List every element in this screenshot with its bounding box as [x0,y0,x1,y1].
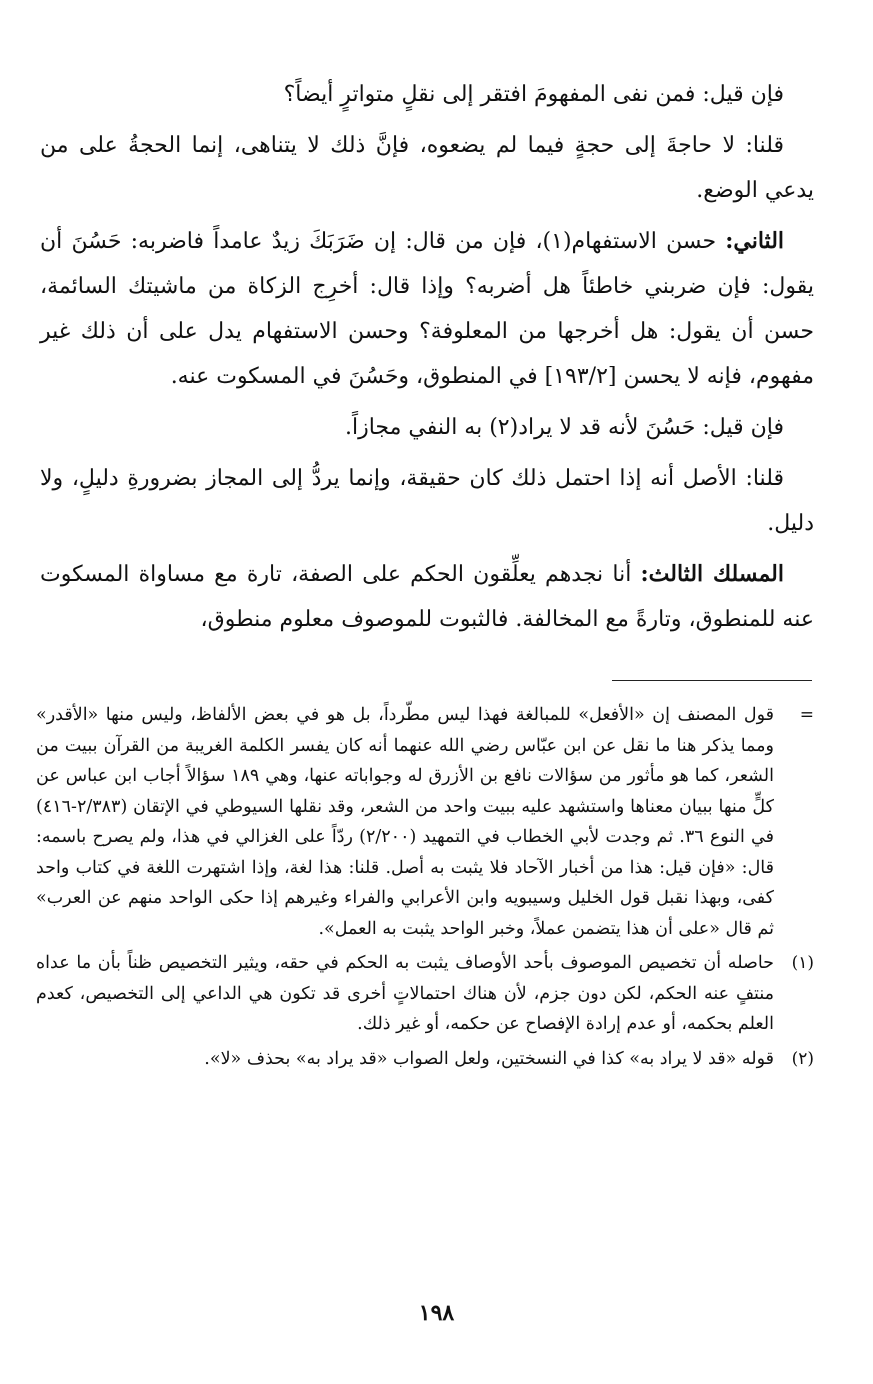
paragraph-third-path [40,552,814,642]
second-argument-text: حسن الاستفهام(١)، فإن من قال: إن ضَرَبَكَ زيدٌ عامداً فاضربه: حَسُنَ أن يقول: فإن ضربني خاطئاً هل أضربه؟ وإذا قال: أخرِج الزكاة من ماشيتك السائمة، حسن أن يقول: هل أخرجها من المعلوفة؟ وحسن الاستفهام يدل على أن ذلك غير مفهوم، فإنه لا يحسن [١٩٣/٢] في المنطوق، وحَسُنَ في المسكوت عنه. [40,229,814,389]
footnote-text: قوله «قد لا يراد به» كذا في النسختين، ولعل الصواب «قد يراد به» بحذف «لا». [204,1048,774,1069]
main-text [40,72,814,646]
footnote-1 [36,948,814,1040]
third-path-text: أنا نجدهم يعلِّقون الحكم على الصفة، تارة مع مساواة المسكوت عنه للمنطوق، وتارةً مع المخالفة. فالثبوت للموصوف معلوم منطوق، [40,562,814,632]
footnote-continuation [36,700,814,944]
section-lead-second: الثاني: [725,228,785,254]
paragraph-reply-1: قلنا: لا حاجةَ إلى حجةٍ فيما لم يضعوه، فإنَّ ذلك لا يتناهى، إنما الحجةُ على من يدعي الوضع. [40,133,814,203]
footnote-marker: (١) [791,953,814,973]
footnote-separator [612,680,812,681]
paragraph-objection-2: فإن قيل: حَسُنَ لأنه قد لا يراد(٢) به النفي مجازاً. [344,415,784,440]
footnotes [36,700,814,1078]
footnote-2 [36,1044,814,1075]
footnote-marker: (٢) [791,1048,814,1069]
paragraph-reply-2: قلنا: الأصل أنه إذا احتمل ذلك كان حقيقة، وإنما يردُّ إلى المجاز بضرورةِ دليلٍ، ولا دليل. [40,466,814,536]
paragraph-second-argument [40,219,814,399]
footnote-text: حاصله أن تخصيص الموصوف بأحد الأوصاف يثبت به الحكم في حقه، ويثير التخصيص ظناً بأن ما عداه منتفٍ عنه الحكم، لكن دون جزم، لأن هناك احتمالاتٍ أخرى قد تكون هي الداعي إلى التخصيص، كعدم العلم بحكمه، أو عدم إرادة الإفصاح عن حكمه، أو غير ذلك. [36,953,774,1034]
footnote-marker: = [799,705,814,725]
page-number: ١٩٨ [418,1300,455,1326]
section-lead-third: المسلك الثالث: [640,561,784,587]
footnote-text: قول المصنف إن «الأفعل» للمبالغة فهذا ليس مطّرداً، بل هو في بعض الألفاظ، وليس منها «الأقدر» ومما يذكر هنا ما نقل عن ابن عبّاس رضي الله عنهما أنه كان يفسر الكلمة الغريبة من القرآن ببيت من الشعر، كما هو مأثور من سؤالات نافع بن الأزرق له وجواباته عنها، وهي ١٨٩ سؤالاً أجاب ابن عباس عن كلٍّ منها ببيان معناها واستشهد عليه ببيت واحد من الشعر، وقد نقلها السيوطي في الإتقان (٢/٣٨٣-٤١٦) في النوع ٣٦. ثم وجدت لأبي الخطاب في التمهيد (٢/٢٠٠) ردّاً على الغزالي في هذا، ولم يصرح باسمه: قال: «فإن قيل: هذا من أخبار الآحاد فلا يثبت به أصل. قلنا: هذا لغة، وإذا اشتهرت اللغة في كتاب واحد كفى، وبهذا نقبل قول الخليل وسيبويه وابن الأعرابي والفراء وغيرهم إذا حكى الواحد منهم عن العرب» ثم قال «على أن هذا يتضمن عملاً، وخبر الواحد يثبت به العمل». [36,705,774,939]
paragraph-objection-1: فإن قيل: فمن نفى المفهومَ افتقر إلى نقلٍ متواترٍ أيضاً؟ [283,82,784,107]
